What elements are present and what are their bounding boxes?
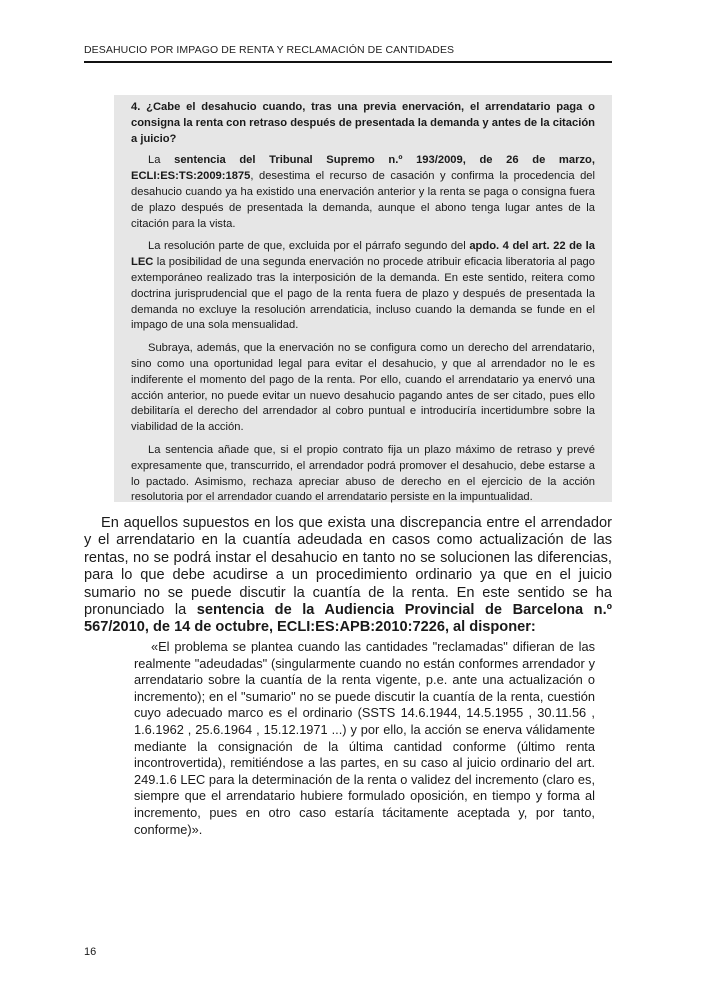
block-quote: «El problema se plantea cuando las cantidades "reclamadas" difieran de las realmente "adeudadas" (singularmente cuando no están conformes arrendador y arrendatario sobre la cuantía de la renta vigente, p.e. ante una actualización o incremento); en el "sumario" no se puede discutir la cuantía de la renta, cuestión cuyo adecuado marco es el ordinario (SSTS 14.6.1944, 14.5.1955 , 30.11.56 , 1.6.1962 , 25.6.1964 , 15.12.1971 ...) y por ello, la acción se enerva válidamente mediante la consignación de la última cantidad conforme (último renta incontrovertida), remitiéndose a las partes, en su caso al juicio ordinario del art. 249.1.6 LEC para la determinación de la renta o validez del incremento (claro es, siempre que el arrendatario hubiere formulado oposición, en tiempo y forma al incremento, pues en otro caso estaría tácitamente aceptada y, por tanto, conforme)». — [134, 639, 595, 837]
faq-box-content — [114, 95, 612, 506]
body-paragraph-citation: sentencia de la Audiencia Provincial de Barcelona n.º 567/2010, de 14 de octubre, ECLI:ES:APB:2010:7226, al disponer: — [84, 602, 612, 636]
faq-box — [114, 95, 612, 502]
faq-paragraph-2 — [131, 239, 595, 334]
faq-paragraph-1-pre: La — [148, 154, 175, 167]
faq-paragraph-2-citation: apdo. 4 del art. 22 de la LEC — [131, 240, 595, 269]
body-paragraph — [84, 515, 612, 637]
faq-paragraph-3: Subraya, además, que la enervación no se configura como un derecho del arrendatario, sino como una oportunidad legal para evitar el desahucio, y que al arrendador no le es indiferente el momento del pago de la renta. Por ello, cuando el arrendatario ya enervó una acción anterior, no puede evitar un nuevo desahucio pagando antes de ser citado, pues ello debilitaría el derecho del arrendador al cobro puntual e introduciría incertidumbre sobre la viabilidad de la acción. — [131, 342, 595, 434]
faq-question: 4. ¿Cabe el desahucio cuando, tras una previa enervación, el arrendatario paga o consigna la renta con retraso después de presentada la demanda y antes de la citación a juicio? — [131, 101, 595, 145]
faq-paragraph-1-citation: sentencia del Tribunal Supremo n.º 193/2009, de 26 de marzo, ECLI:ES:TS:2009:1875 — [131, 154, 595, 183]
running-header: DESAHUCIO POR IMPAGO DE RENTA Y RECLAMACIÓN DE CANTIDADES — [84, 44, 455, 56]
faq-paragraph-2-pre: La resolución parte de que, excluida por el párrafo segundo del — [148, 240, 470, 253]
header-rule — [84, 61, 612, 63]
faq-paragraph-1 — [131, 153, 595, 232]
body-paragraph-text: En aquellos supuestos en los que exista una discrepancia entre el arrendador y el arrendatario en la cuantía adeudada en casos como actualización de las rentas, no se podrá instar el desahucio en tanto no se solucionen las diferencias, para lo que debe acudirse a un procedimiento ordinario ya que en el juicio sumario no se puede discutir la cuantía de la renta. En este sentido se ha pronunciado la — [84, 515, 612, 619]
page-number: 16 — [84, 946, 97, 958]
faq-paragraph-1-post: , desestima el recurso de casación y confirma la procedencia del desahucio cuando ya ha existido una enervación anterior y la renta se paga o consigna fuera de plazo después de presentada la demanda, aunque el abono tenga lugar antes de la citación para la vista. — [131, 170, 595, 230]
faq-paragraph-4: La sentencia añade que, si el propio contrato fija un plazo máximo de retraso y prevé expresamente que, transcurrido, el arrendador podrá promover el desahucio, debe estarse a lo pactado. Asimismo, rechaza apreciar abuso de derecho en el ejercicio de la acción resolutoria por el arrendador cuando el arrendatario persiste en la impuntualidad. — [131, 443, 595, 504]
faq-paragraph-2-post: la posibilidad de una segunda enervación no procede atribuir eficacia liberatoria al pago extemporáneo realizado tras la interposición de la demanda. En este sentido, reitera como doctrina jurisprudencial que el pago de la renta fuera de plazo y después de presentada la demanda no excluye la resolución arrendaticia, incluso cuando la demanda se funde en el impago de una sola mensualidad. — [131, 256, 595, 332]
